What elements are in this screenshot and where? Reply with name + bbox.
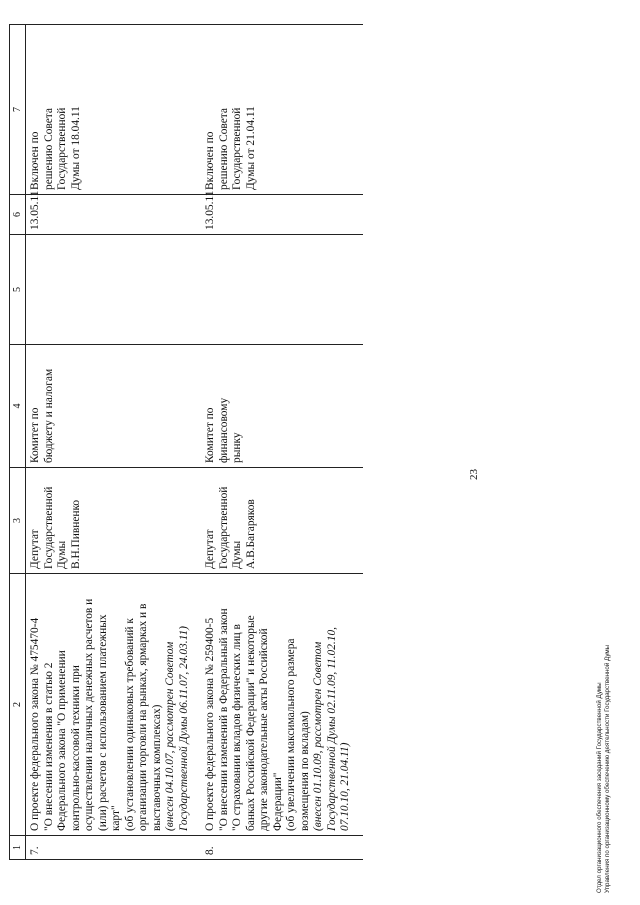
bill-note-line: (внесен 01.10.09, рассмотрен Советом bbox=[312, 641, 324, 831]
column-5-cell bbox=[201, 235, 363, 345]
date-cell bbox=[201, 190, 363, 235]
author-line: В.Н.Пивненко bbox=[69, 499, 82, 569]
bill-title-cell bbox=[201, 574, 363, 836]
column-header: 5 bbox=[10, 235, 26, 345]
bill-title-line: банках Российской Федерации" и некоторые bbox=[244, 615, 257, 831]
decision-line: Государственной bbox=[56, 107, 68, 190]
column-header: 7 bbox=[10, 25, 26, 195]
footer-line: Отдел организационного обеспечения заседаний Государственной Думы bbox=[596, 682, 603, 893]
decision-line: решению Совета bbox=[42, 108, 55, 190]
bill-note-line: 07.10.10, 21.04.11) bbox=[339, 742, 351, 831]
bill-title-line: О проекте федерального закона № 475470-4 bbox=[29, 617, 41, 831]
bill-title-line: контрольно-кассовой техники при bbox=[69, 665, 82, 831]
date-value: 13.05.11 bbox=[204, 190, 216, 230]
decision-line: Думы от 21.04.11 bbox=[244, 106, 257, 190]
column-header: 3 bbox=[10, 468, 26, 574]
bill-title-line: Федерального закона "О применении bbox=[56, 650, 68, 831]
column-header: 4 bbox=[10, 345, 26, 468]
bill-title-line: "О внесении изменений в Федеральный закон bbox=[217, 608, 230, 831]
bill-title-line: другие законодательные акты Российской bbox=[258, 628, 270, 831]
committee-line: Комитет по bbox=[29, 407, 41, 463]
column-5-cell bbox=[26, 235, 202, 345]
bill-title-line: (об установлении одинаковых требований к bbox=[123, 618, 136, 831]
committee-line: Комитет по bbox=[204, 407, 216, 463]
footer bbox=[596, 645, 612, 893]
bill-title-line: Федерации" bbox=[271, 772, 284, 831]
author-line: Депутат bbox=[29, 529, 41, 569]
column-header: 2 bbox=[10, 574, 26, 836]
author-line: А.В.Багаряков bbox=[244, 499, 257, 569]
page-number: 23 bbox=[468, 469, 480, 480]
author-cell bbox=[26, 468, 202, 574]
agenda-table bbox=[9, 24, 363, 860]
column-header: 1 bbox=[10, 836, 26, 860]
bill-title-line: О проекте федерального закона № 259400-5 bbox=[204, 617, 216, 831]
bill-title-cell bbox=[26, 574, 202, 836]
decision-line: Включен по bbox=[29, 131, 41, 190]
decision-line: Включен по bbox=[204, 131, 216, 190]
author-cell bbox=[201, 468, 363, 574]
bill-title-line: (об увеличении максимального размера bbox=[285, 638, 297, 831]
bill-title-line: возмещения по вкладам) bbox=[298, 711, 311, 831]
committee-cell bbox=[26, 345, 202, 468]
bill-note-line: (внесен 04.10.07, рассмотрен Советом bbox=[164, 641, 176, 831]
bill-title-line: (или) расчетов с использованием платежных bbox=[96, 614, 109, 831]
bill-title-line: "О внесении изменения в статью 2 bbox=[42, 662, 55, 831]
date-value: 13.05.11 bbox=[29, 190, 41, 230]
author-line: Государственной bbox=[42, 486, 55, 569]
decision-cell bbox=[201, 25, 363, 195]
author-line: Депутат bbox=[204, 529, 216, 569]
table-row bbox=[26, 25, 202, 860]
committee-line: рынку bbox=[231, 432, 243, 463]
committee-line: финансовому bbox=[217, 397, 230, 463]
bill-title-line: карт" bbox=[110, 805, 122, 831]
author-line: Думы bbox=[231, 540, 243, 569]
decision-line: Государственной bbox=[231, 107, 243, 190]
row-number-cell bbox=[26, 836, 202, 860]
row-number: 8. bbox=[204, 846, 216, 855]
author-line: Думы bbox=[56, 540, 68, 569]
committee-cell bbox=[201, 345, 363, 468]
footer-line: Управления по организационному обеспечению деятельности Государственной Думы bbox=[604, 644, 611, 893]
row-number: 7. bbox=[29, 846, 41, 855]
table-row bbox=[201, 25, 363, 860]
bill-title-line: "О страховании вкладов физических лиц в bbox=[231, 624, 243, 831]
bill-title-line: выставочных комплексах) bbox=[150, 704, 163, 831]
bill-note-line: Государственной Думы 02.11.09, 11.02.10, bbox=[325, 627, 338, 831]
decision-line: Думы от 18.04.11 bbox=[69, 106, 82, 190]
column-header: 6 bbox=[10, 195, 26, 235]
bill-note-line: Государственной Думы 06.11.07, 24.03.11) bbox=[177, 626, 190, 831]
decision-cell bbox=[26, 25, 202, 195]
committee-line: бюджету и налогам bbox=[42, 368, 55, 463]
column-header-row bbox=[10, 25, 26, 860]
bill-title-line: осуществлении наличных денежных расчетов и bbox=[83, 598, 95, 831]
date-cell bbox=[26, 190, 202, 235]
decision-line: решению Совета bbox=[217, 108, 230, 190]
author-line: Государственной bbox=[217, 486, 230, 569]
row-number-cell bbox=[201, 836, 363, 860]
bill-title-line: организации торговли на рынках, ярмарках и в bbox=[137, 603, 149, 831]
